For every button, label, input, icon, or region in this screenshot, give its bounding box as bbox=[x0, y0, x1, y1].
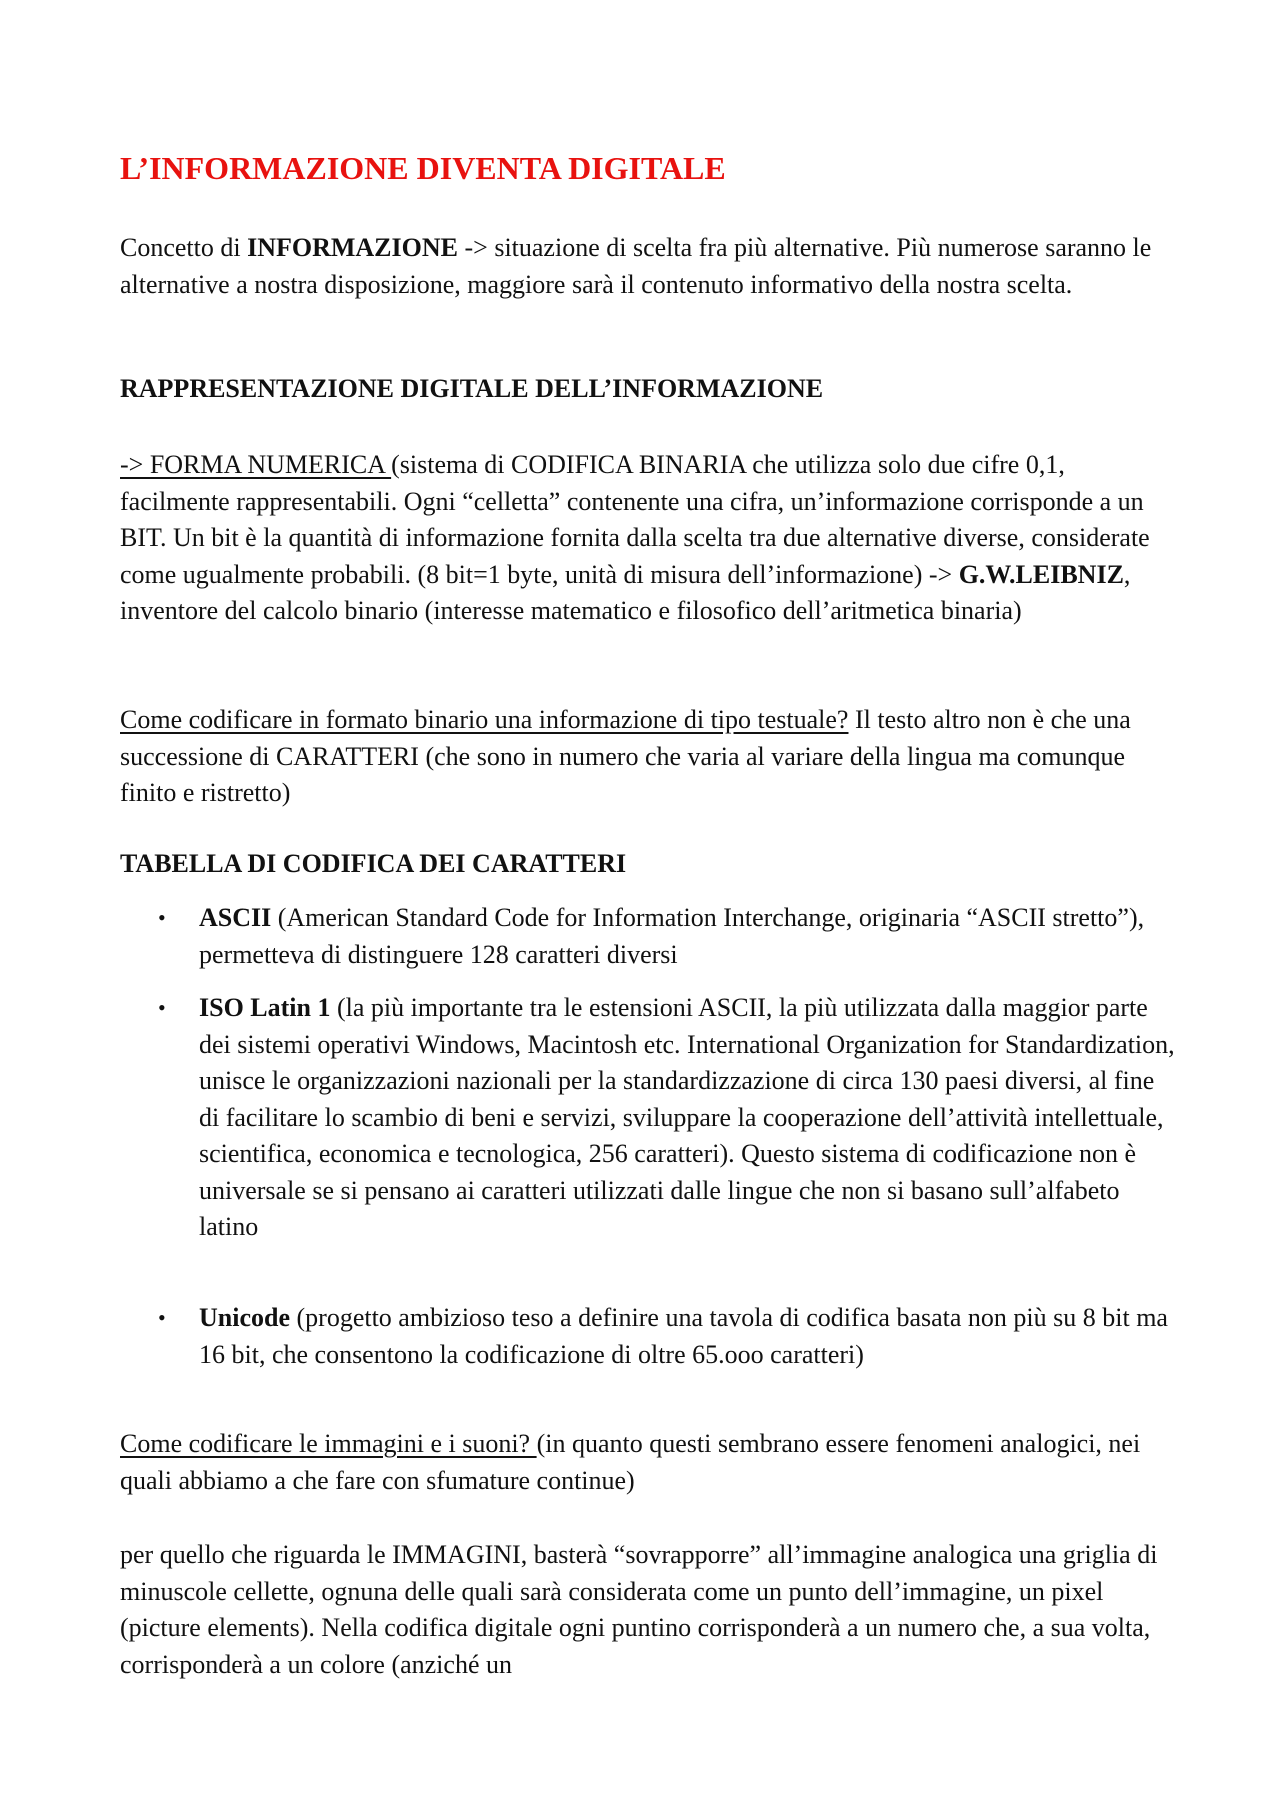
list-item-description: (American Standard Code for Information Interchange, originaria “ASCII stretto”), permetteva di distinguere 128 caratteri diversi bbox=[199, 903, 1145, 969]
bold-term-ascii: ASCII bbox=[199, 903, 272, 932]
paragraph-text: Concetto di bbox=[120, 233, 248, 262]
paragraph-immagini-suoni bbox=[120, 1426, 1180, 1499]
paragraph-testuale bbox=[120, 702, 1180, 812]
list-item bbox=[120, 990, 1180, 1246]
list-item-description: (progetto ambizioso teso a definire una tavola di codifica basata non più su 8 bit ma 16 bit, che consentono la codificazione di oltre 65.ooo caratteri) bbox=[199, 1303, 1168, 1369]
bullet-icon: • bbox=[158, 995, 166, 1020]
paragraph-informazione bbox=[120, 230, 1180, 303]
section-heading-rappresentazione: RAPPRESENTAZIONE DIGITALE DELL’INFORMAZIONE bbox=[120, 374, 824, 403]
paragraph-text: -> situazione di scelta fra più alternative. Più numerose saranno le alternative a nostra disposizione, maggiore sarà il contenuto informativo della nostra scelta. bbox=[120, 233, 1152, 299]
document-title: L’INFORMAZIONE DIVENTA DIGITALE bbox=[120, 150, 726, 186]
bold-term-iso-latin: ISO Latin 1 bbox=[199, 993, 331, 1022]
paragraph-immagini: per quello che riguarda le IMMAGINI, basterà “sovrapporre” all’immagine analogica una griglia di minuscole cellette, ognuna delle quali sarà considerata come un punto dell’immagine, un pixel (picture elements). Nella codifica digitale ogni puntino corrisponderà a un numero che, a sua volta, corrisponderà a un colore (anziché un bbox=[120, 1540, 1158, 1679]
paragraph-text: (sistema di CODIFICA BINARIA che utilizza solo due cifre 0,1, facilmente rappresentabili. Ogni “celletta” contenente una cifra, un’informazione corrisponde a un BIT. Un bit è la quantità di informazione fornita dalla scelta tra due alternative diverse, considerate come ugualmente probabili. (8 bit=1 byte, unità di misura dell’informazione) -> bbox=[120, 450, 1150, 589]
list-item bbox=[120, 900, 1180, 973]
underlined-forma-numerica: -> FORMA NUMERICA bbox=[120, 450, 392, 479]
paragraph-text: Il testo altro non è che una successione di CARATTERI (che sono in numero che varia al variare della lingua ma comunque finito e ristretto) bbox=[120, 705, 1131, 807]
paragraph-text: , inventore del calcolo binario (interesse matematico e filosofico dell’aritmetica binaria) bbox=[120, 559, 1131, 625]
bullet-icon: • bbox=[158, 1305, 166, 1330]
underlined-question-immagini: Come codificare le immagini e i suoni? bbox=[120, 1429, 537, 1458]
paragraph-forma-numerica bbox=[120, 447, 1180, 630]
bold-term-leibniz: G.W.LEIBNIZ bbox=[958, 559, 1124, 589]
list-item-description: (la più importante tra le estensioni ASCII, la più utilizzata dalla maggior parte dei sistemi operativi Windows, Macintosh etc. International Organization for Standardization, unisce le organizzazioni nazionali per la standardizzazione di circa 130 paesi diversi, al fine di facilitare lo scambio di beni e servizi, sviluppare la cooperazione dell’attività intellettuale, scientifica, economica e tecnologica, 256 caratteri). Questo sistema di codificazione non è universale se si pensano ai caratteri utilizzati dalle lingue che non si basano sull’alfabeto latino bbox=[199, 993, 1175, 1241]
underlined-question-testuale: Come codificare in formato binario una informazione di tipo testuale? bbox=[120, 705, 849, 734]
list-item bbox=[120, 1300, 1180, 1373]
bold-term-informazione: INFORMAZIONE bbox=[247, 233, 458, 262]
paragraph-text: (in quanto questi sembrano essere fenomeni analogici, nei quali abbiamo a che fare con sfumature continue) bbox=[120, 1429, 1141, 1495]
bold-term-unicode: Unicode bbox=[199, 1303, 290, 1332]
list-item-text bbox=[199, 900, 1180, 973]
list-item-text bbox=[199, 990, 1180, 1246]
list-item-text bbox=[199, 1300, 1180, 1373]
section-heading-tabella: TABELLA DI CODIFICA DEI CARATTERI bbox=[120, 849, 627, 878]
bullet-icon: • bbox=[158, 905, 166, 930]
